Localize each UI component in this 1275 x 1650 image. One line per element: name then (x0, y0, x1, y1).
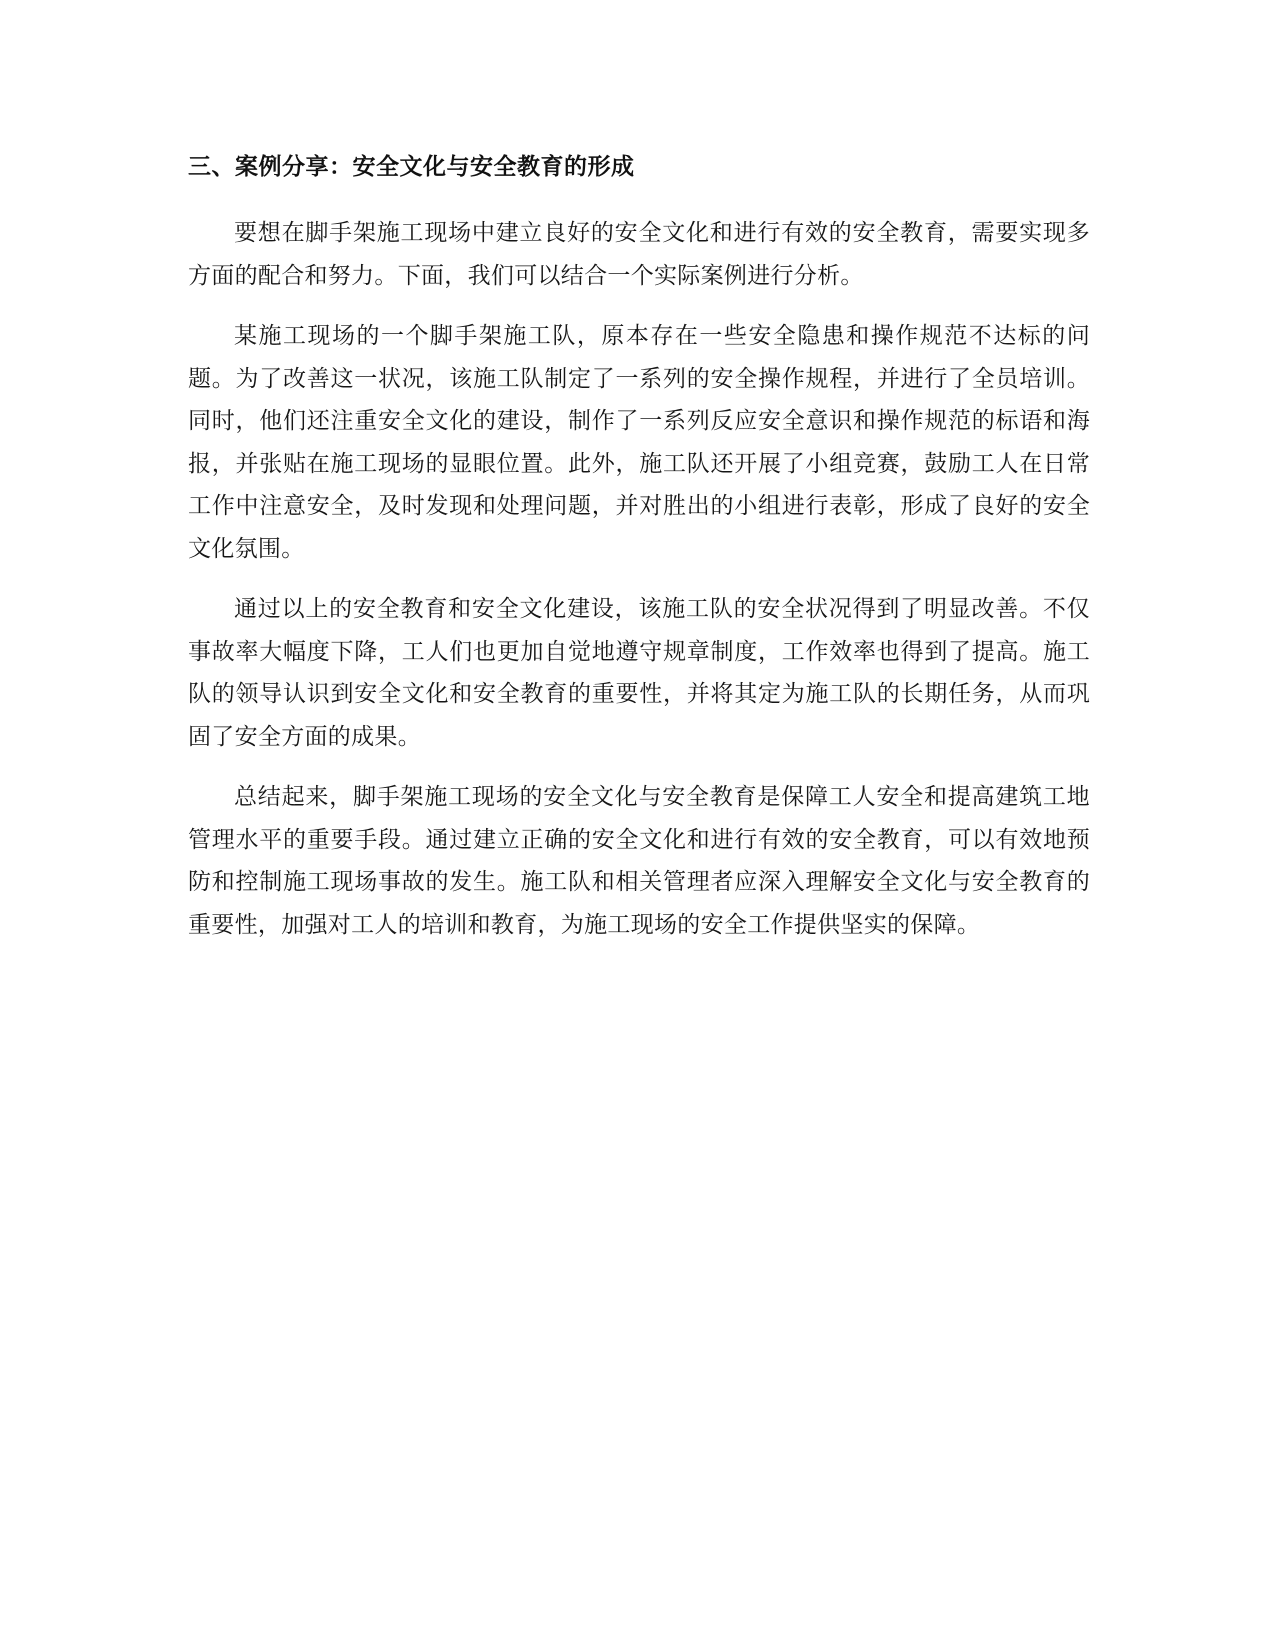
section-heading: 三、案例分享：安全文化与安全教育的形成 (188, 154, 635, 180)
paragraph-result: 通过以上的安全教育和安全文化建设，该施工队的安全状况得到了明显改善。不仅事故率大幅度下降，工人们也更加自觉地遵守规章制度，工作效率也得到了提高。施工队的领导认识到安全文化和安全教育的重要性，并将其定为施工队的长期任务，从而巩固了安全方面的成果。 (188, 596, 1090, 750)
paragraph-case: 某施工现场的一个脚手架施工队，原本存在一些安全隐患和操作规范不达标的问题。为了改善这一状况，该施工队制定了一系列的安全操作规程，并进行了全员培训。同时，他们还注重安全文化的建设，制作了一系列反应安全意识和操作规范的标语和海报，并张贴在施工现场的显眼位置。此外，施工队还开展了小组竞赛，鼓励工人在日常工作中注意安全，及时发现和处理问题，并对胜出的小组进行表彰，形成了良好的安全文化氛围。 (188, 323, 1090, 562)
document-body (188, 212, 1090, 964)
paragraph-summary: 总结起来，脚手架施工现场的安全文化与安全教育是保障工人安全和提高建筑工地管理水平的重要手段。通过建立正确的安全文化和进行有效的安全教育，可以有效地预防和控制施工现场事故的发生。施工队和相关管理者应深入理解安全文化与安全教育的重要性，加强对工人的培训和教育，为施工现场的安全工作提供坚实的保障。 (188, 784, 1090, 938)
paragraph-intro: 要想在脚手架施工现场中建立良好的安全文化和进行有效的安全教育，需要实现多方面的配合和努力。下面，我们可以结合一个实际案例进行分析。 (188, 220, 1090, 289)
